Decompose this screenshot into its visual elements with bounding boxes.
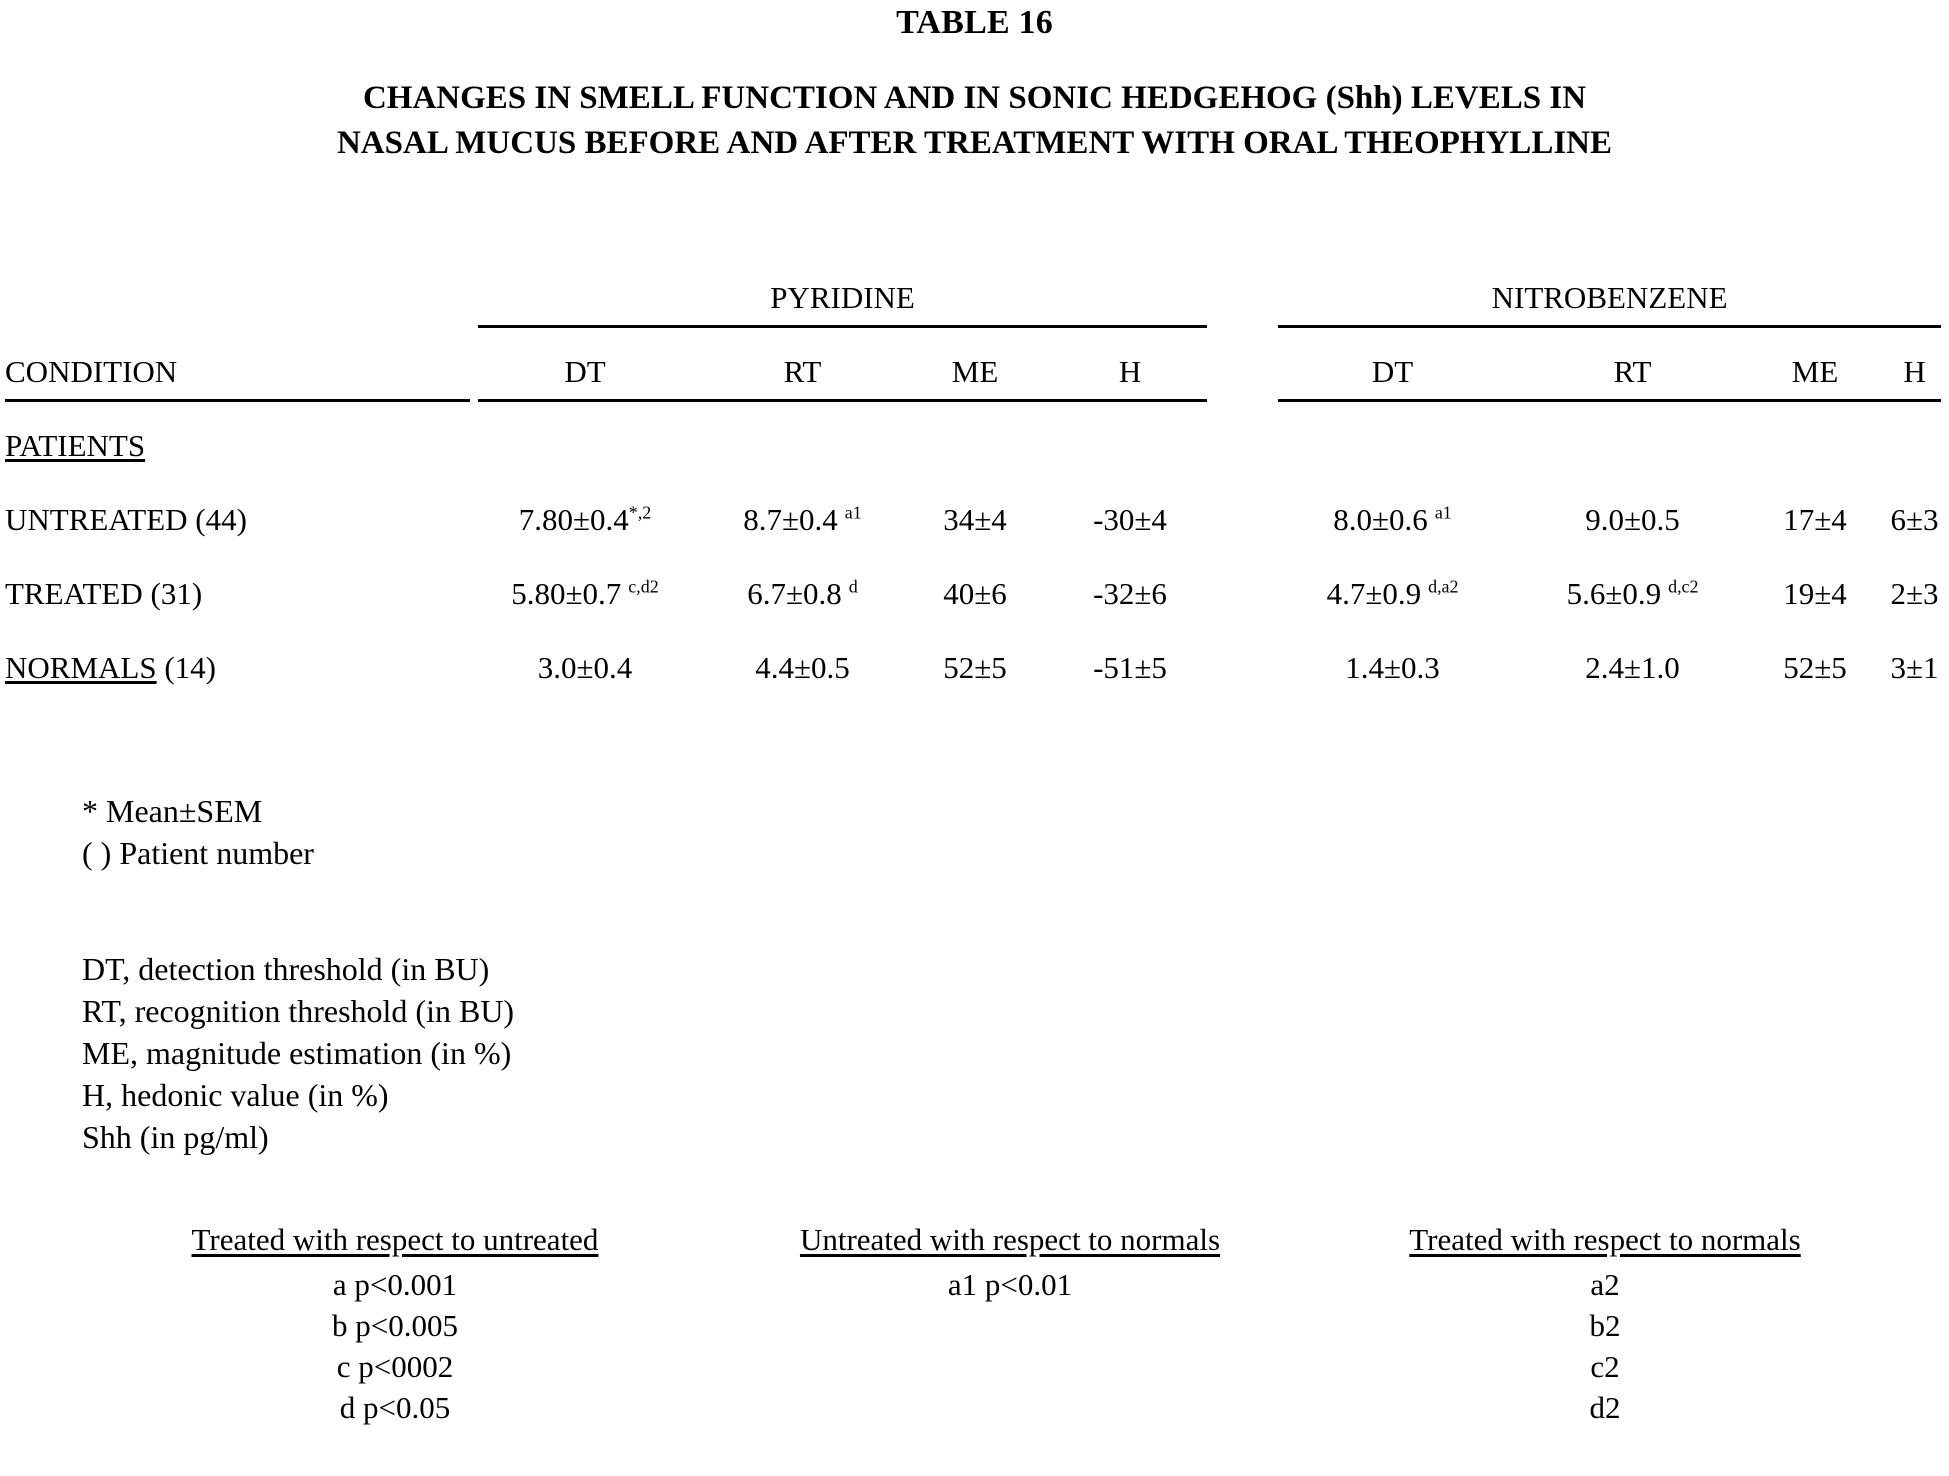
column-header-condition: CONDITION [5,354,178,389]
header-rule-gap [1215,392,1270,402]
cell-treated-pyridine-h: -32±6 [1093,576,1167,611]
cell-untreated-nitrobenzene-h: 6±3 [1890,502,1939,537]
cell-treated-nitrobenzene-rt [1515,538,1750,612]
cell-superscript: d,c2 [1668,576,1699,597]
column-header-nitrobenzene-h: H [1903,354,1926,389]
header-rule-condition [0,392,470,402]
legend-h: H, hedonic value (in %) [82,1077,389,1113]
legend-me: ME, magnitude estimation (in %) [82,1035,512,1071]
row-label-normals-underlined: NORMALS [5,650,157,685]
table-number: TABLE 16 [896,4,1053,41]
footnote-mean-sem: * Mean±SEM [82,793,263,829]
cell-untreated-pyridine-rt [700,464,905,538]
cell-treated-pyridine-rt [700,538,905,612]
significance-column-treated-vs-normals [1325,1222,1885,1428]
section-row-filler [470,402,1949,464]
section-row-patients [0,402,1949,464]
column-header-pyridine-dt: DT [564,354,606,389]
significance-column-treated-vs-untreated [75,1222,715,1428]
cell-normals-pyridine-dt: 3.0±0.4 [537,650,633,685]
cell-treated-nitrobenzene-h: 2±3 [1890,576,1939,611]
header-rule-nitrobenzene [1270,392,1949,402]
cell-untreated-pyridine-h: -30±4 [1093,502,1167,537]
cell-normals-nitrobenzene-h: 3±1 [1890,650,1939,685]
cell-superscript: *,2 [628,502,652,523]
cell-untreated-nitrobenzene-rt: 9.0±0.5 [1585,502,1680,537]
significance-item: c2 [1590,1349,1620,1384]
row-label-normals-count: (14) [156,650,216,685]
row-label-untreated: UNTREATED (44) [5,502,247,537]
section-label-text: PATIENTS [5,428,146,463]
data-table-wrapper [0,270,1949,686]
cell-normals-pyridine-rt: 4.4±0.5 [755,650,850,685]
cell-superscript: a1 [1434,502,1452,523]
cell-treated-pyridine-me: 40±6 [943,576,1007,611]
cell-untreated-pyridine-dt [470,464,700,538]
cell-value: 4.7±0.9 [1326,576,1422,611]
column-header-nitrobenzene-me: ME [1791,354,1839,389]
cell-normals-nitrobenzene-dt: 1.4±0.3 [1345,650,1440,685]
significance-heading: Untreated with respect to normals [799,1222,1221,1257]
section-label-patients [0,402,470,464]
cell-untreated-nitrobenzene-me: 17±4 [1783,502,1847,537]
column-header-rule-row [0,392,1949,402]
cell-value: 5.80±0.7 [511,576,622,611]
table-title-line-2: NASAL MUCUS BEFORE AND AFTER TREATMENT WITH ORAL THEOPHYLLINE [336,125,1613,161]
significance-item: b2 [1589,1308,1621,1343]
row-gap [1215,538,1270,612]
cell-value: 5.6±0.9 [1566,576,1662,611]
cell-untreated-nitrobenzene-dt [1270,464,1515,538]
group-header-pyridine: PYRIDINE [770,280,915,315]
significance-item: d p<0.05 [339,1390,451,1425]
cell-superscript: d [848,576,858,597]
column-header-pyridine-rt: RT [783,354,822,389]
legend-rt: RT, recognition threshold (in BU) [82,993,515,1029]
significance-heading: Treated with respect to normals [1409,1222,1801,1257]
cell-value: 8.7±0.4 [743,502,838,537]
cell-normals-pyridine-me: 52±5 [943,650,1007,685]
data-table [0,270,1949,686]
row-gap [1215,612,1270,686]
cell-superscript: c,d2 [628,576,659,597]
footnote-patient-number: ( ) Patient number [82,835,314,871]
group-rule-pyridine [470,320,1215,328]
significance-item: d2 [1589,1390,1621,1425]
column-header-nitrobenzene-rt: RT [1613,354,1652,389]
cell-value: 7.80±0.4 [518,502,629,537]
column-header-nitrobenzene-dt: DT [1371,354,1414,389]
group-header-gap [1215,270,1270,320]
group-header-nitrobenzene: NITROBENZENE [1491,280,1728,315]
significance-key [0,1222,1949,1428]
table-title-line-1: CHANGES IN SMELL FUNCTION AND IN SONIC HEDGEHOG (Shh) LEVELS IN [362,80,1587,116]
table-row [0,612,1949,686]
group-header-spacer [0,270,470,320]
group-rule-nitrobenzene [1270,320,1949,328]
legend-dt: DT, detection threshold (in BU) [82,951,490,987]
row-label-treated: TREATED (31) [5,576,203,611]
significance-item: b p<0.005 [332,1308,458,1343]
group-rule-spacer [0,320,470,328]
table-title [0,76,1949,166]
footnotes [82,790,314,874]
cell-normals-nitrobenzene-rt: 2.4±1.0 [1585,650,1680,685]
group-header-row [0,270,1949,320]
significance-item: c p<0002 [336,1349,454,1384]
table-row [0,464,1949,538]
cell-superscript: d,a2 [1428,576,1459,597]
column-header-pyridine-me: ME [951,354,999,389]
cell-normals-nitrobenzene-me: 52±5 [1783,650,1847,685]
cell-treated-nitrobenzene-dt [1270,538,1515,612]
cell-value: 8.0±0.6 [1333,502,1428,537]
cell-value: 6.7±0.8 [747,576,842,611]
cell-untreated-pyridine-me: 34±4 [943,502,1007,537]
group-rule-row [0,320,1949,328]
cell-normals-pyridine-h: -51±5 [1093,650,1167,685]
table-row [0,538,1949,612]
significance-item: a2 [1590,1267,1620,1302]
group-rule-gap [1215,320,1270,328]
cell-treated-pyridine-dt [470,538,700,612]
column-header-row [0,328,1949,392]
cell-treated-nitrobenzene-me: 19±4 [1783,576,1847,611]
header-rule-pyridine [470,392,1215,402]
significance-heading: Treated with respect to untreated [191,1222,599,1257]
cell-superscript: a1 [844,502,862,523]
abbreviation-legend [82,948,514,1158]
significance-column-untreated-vs-normals [730,1222,1290,1428]
row-gap [1215,464,1270,538]
row-label-normals [0,612,470,686]
column-header-pyridine-h: H [1118,354,1142,389]
legend-shh: Shh (in pg/ml) [82,1119,269,1155]
significance-item: a p<0.001 [332,1267,458,1302]
significance-item: a1 p<0.01 [947,1267,1073,1302]
column-header-gap [1215,328,1270,392]
